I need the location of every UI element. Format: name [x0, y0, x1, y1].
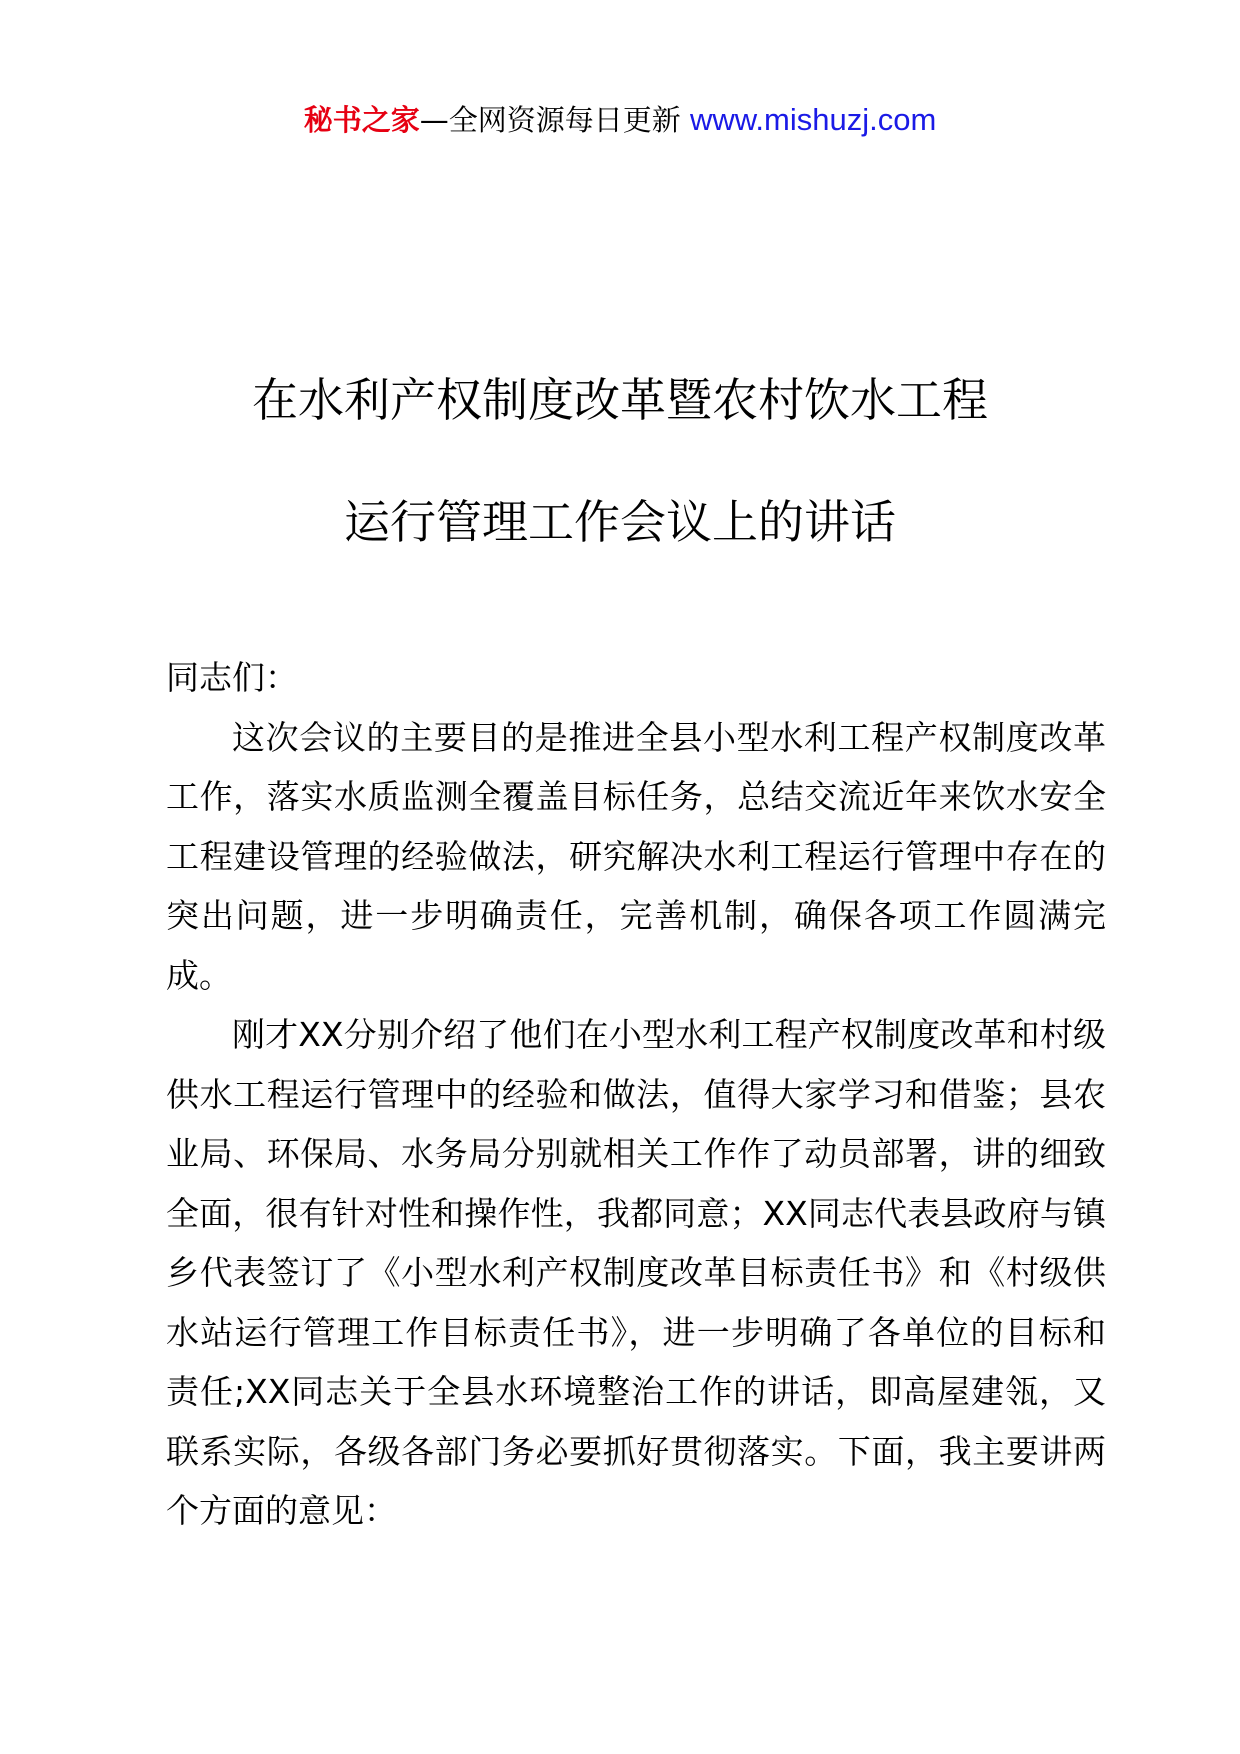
- document-body: [166, 648, 1106, 1541]
- paragraph-1: 这次会议的主要目的是推进全县小型水利工程产权制度改革工作，落实水质监测全覆盖目标任务，总结交流近年来饮水安全工程建设管理的经验做法，研究解决水利工程运行管理中存在的突出问题，进一步明确责任，完善机制，确保各项工作圆满完成。: [166, 717, 1106, 995]
- site-url[interactable]: www.mishuzj.com: [689, 102, 937, 137]
- document-title-line-1: 在水利产权制度改革暨农村饮水工程: [252, 373, 988, 427]
- site-brand: 秘书之家: [303, 103, 420, 137]
- document-title-line-2: 运行管理工作会议上的讲话: [344, 495, 896, 549]
- salutation: 同志们：: [166, 658, 298, 697]
- site-header: [0, 100, 1240, 140]
- paragraph-2: 刚才XX分别介绍了他们在小型水利工程产权制度改革和村级供水工程运行管理中的经验和做法，值得大家学习和借鉴；县农业局、环保局、水务局分别就相关工作作了动员部署，讲的细致全面，很有针对性和操作性，我都同意；XX同志代表县政府与镇乡代表签订了《小型水利产权制度改革目标责任书》和《村级供水站运行管理工作目标责任书》，进一步明确了各单位的目标和责任;XX同志关于全县水环境整治工作的讲话，即高屋建瓴，又联系实际，各级各部门务必要抓好贯彻落实。下面，我主要讲两个方面的意见：: [166, 1015, 1106, 1530]
- site-tagline: —全网资源每日更新: [419, 103, 690, 137]
